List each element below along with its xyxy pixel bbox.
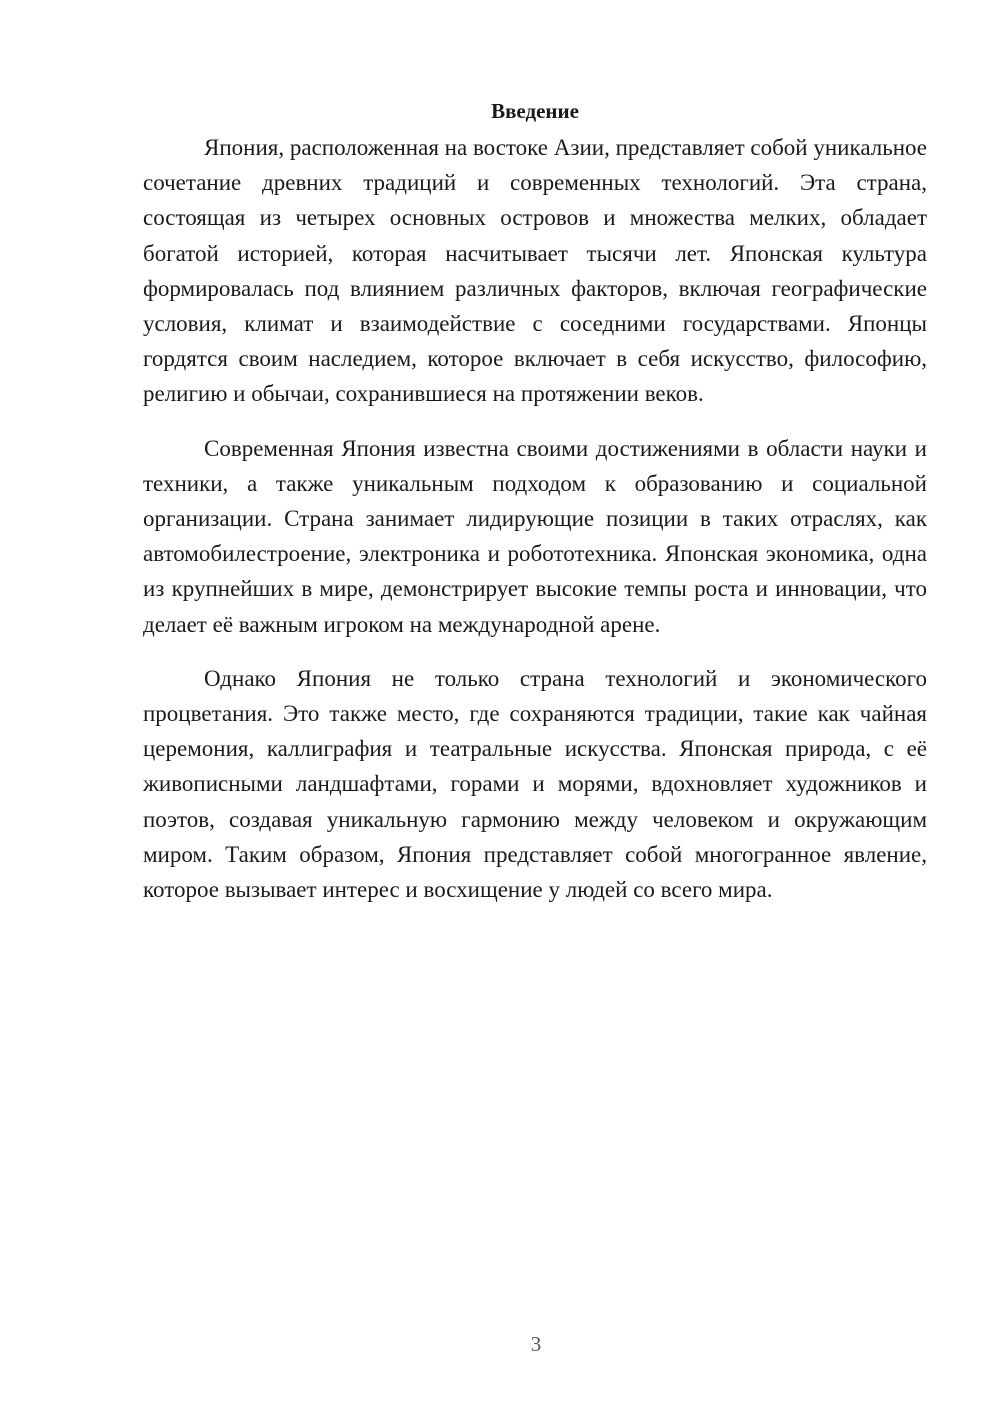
section-title: Введение (491, 99, 579, 123)
paragraph-1: Япония, расположенная на востоке Азии, представляет собой уникальное сочетание древних традиций и современных технологий. Эта страна, состоящая из четырех основных островов и множества мелких, обладает богатой историей, которая насчитывает тысячи лет. Японская культура формировалась под влиянием различных факторов, включая географические условия, климат и взаимодействие с соседними государствами. Японцы гордятся своим наследием, которое включает в себя искусство, философию, религию и обычаи, сохранившиеся на протяжении веков. (143, 135, 927, 407)
page-content (143, 92, 927, 907)
page-number: 3 (530, 1332, 542, 1356)
paragraph-3: Однако Япония не только страна технологий и экономического процветания. Это также место, где сохраняются традиции, такие как чайная церемония, каллиграфия и театральные искусства. Японская природа, с её живописными ландшафтами, горами и морями, вдохновляет художников и поэтов, создавая уникальную гармонию между человеком и окружающим миром. Таким образом, Япония представляет собой многогранное явление, которое вызывает интерес и восхищение у людей со всего мира. (143, 665, 927, 903)
paragraph-2: Современная Япония известна своими достижениями в области науки и техники, а также уникальным подходом к образованию и социальной организации. Страна занимает лидирующие позиции в таких отраслях, как автомобилестроение, электроника и робототехника. Японская экономика, одна из крупнейших в мире, демонстрирует высокие темпы роста и инновации, что делает её важным игроком на международной арене. (143, 435, 927, 637)
